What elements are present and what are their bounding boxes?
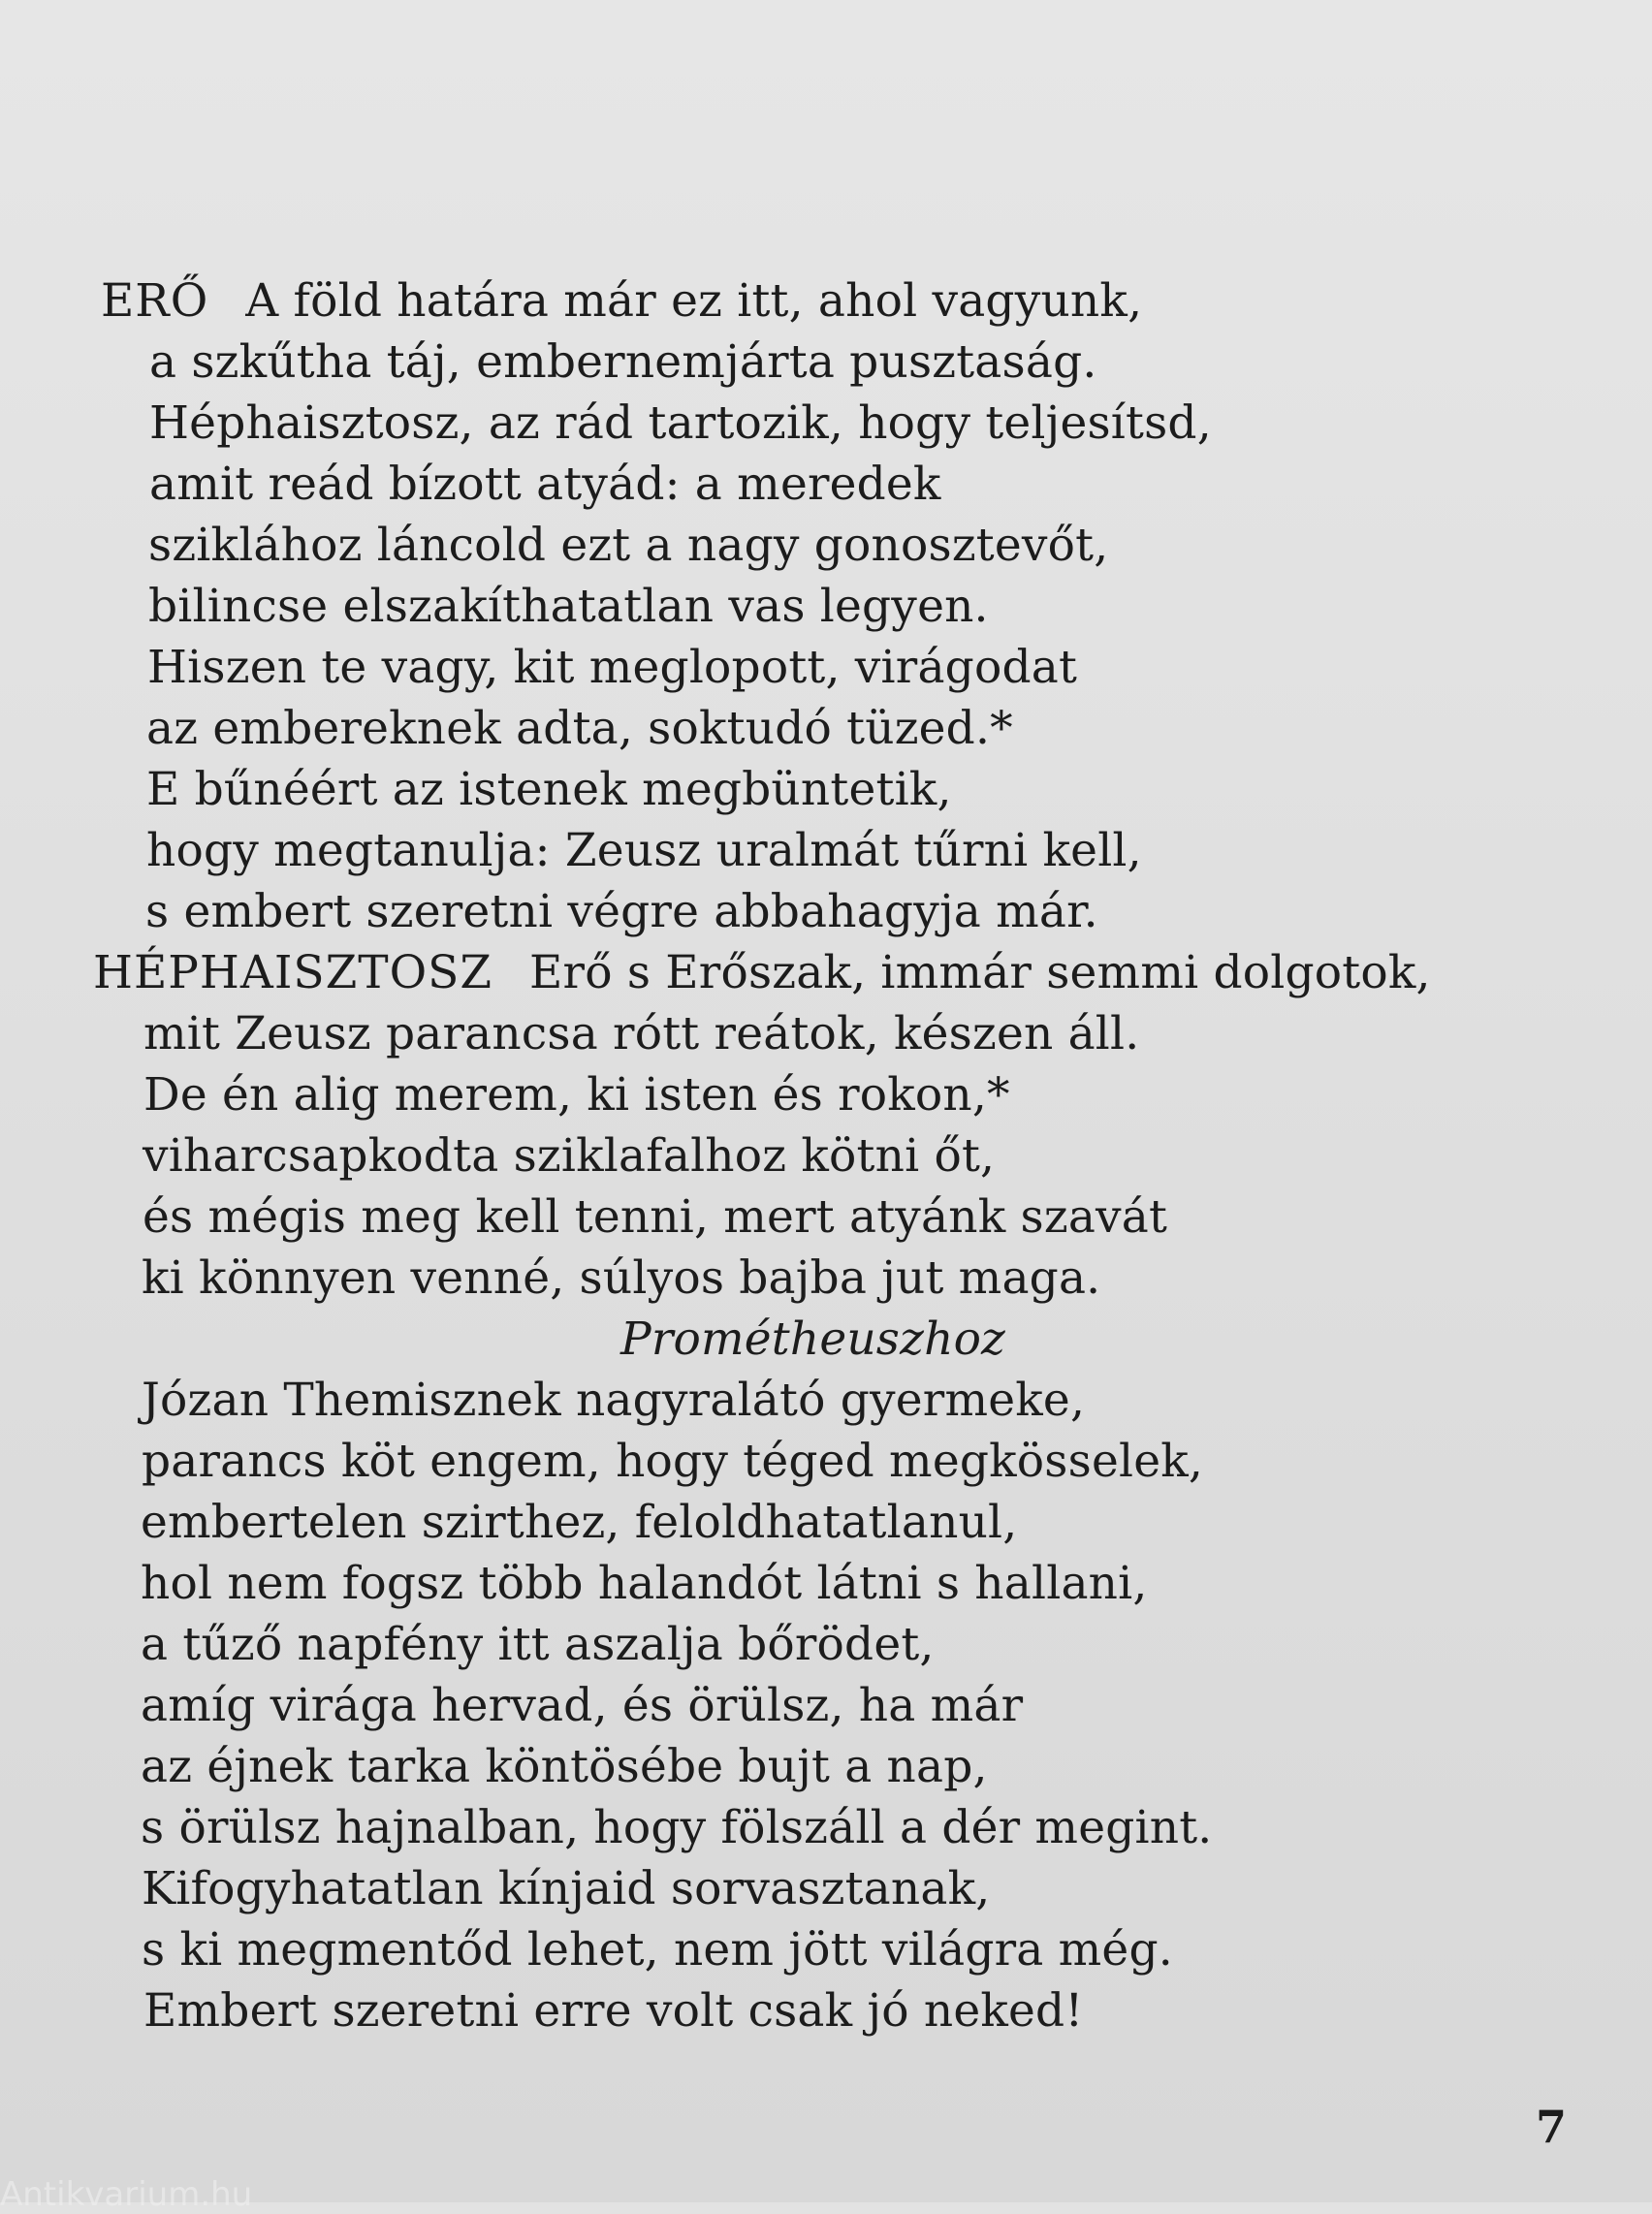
verse-line: bilincse elszakíthatatlan vas legyen. [148,580,989,633]
verse-line: hogy megtanulja: Zeusz uralmát tűrni kell, [146,824,1142,877]
speaker-name: HÉPHAISZTOSZ [93,946,493,999]
verse-line: s embert szeretni végre abbahagyja már. [145,885,1098,938]
verse-line: az embereknek adta, soktudó tüzed.* [146,702,1013,755]
verse-line: ki könnyen venné, súlyos bajba jut maga. [142,1251,1101,1305]
verse-line: Kifogyhatatlan kínjaid sorvasztanak, [142,1862,991,1915]
verse-line: és mégis meg kell tenni, mert atyánk szavát [143,1190,1168,1244]
verse-line: az éjnek tarka köntösébe bujt a nap, [141,1740,988,1793]
verse-line: hol nem fogsz több halandót látni s hallani, [141,1557,1148,1610]
verse-line: a szkűtha táj, embernemjárta pusztaság. [149,335,1097,389]
verse-line: s örülsz hajnalban, hogy fölszáll a dér megint. [141,1801,1213,1854]
line-text: A föld határa már ez itt, ahol vagyunk, [245,274,1143,328]
watermark-logo: Antikvarium.hu [0,2175,253,2214]
verse-line: Embert szeretni erre volt csak jó neked! [143,1984,1084,2038]
speaker-name: ERŐ [101,274,209,328]
verse-line [101,271,1142,332]
verse-line: parancs köt engem, hogy téged megkösselek, [142,1435,1204,1488]
verse-line: Józan Themisznek nagyralátó gyermeke, [142,1374,1086,1427]
verse-line: s ki megmentőd lehet, nem jött világra még. [142,1923,1173,1977]
line-text: Erő s Erőszak, immár semmi dolgotok, [529,946,1431,999]
verse-line: De én alig merem, ki isten és rokon,* [143,1068,1010,1122]
verse-line: mit Zeusz parancsa rótt reátok, készen áll. [143,1007,1140,1060]
stage-direction: Prométheuszhoz [620,1313,1006,1366]
verse-line: amit reád bízott atyád: a meredek [149,458,941,511]
verse-line: E bűnéért az istenek megbüntetik, [146,763,952,816]
verse-line: viharcsapkodta sziklafalhoz kötni őt, [143,1129,996,1183]
verse-line: embertelen szirthez, feloldhatatlanul, [141,1496,1018,1549]
verse-line: Héphaisztosz, az rád tartozik, hogy teljesítsd, [149,396,1212,450]
verse-line: Hiszen te vagy, kit meglopott, virágodat [147,641,1078,694]
verse-line [93,943,1431,1003]
verse-line: sziklához láncold ezt a nagy gonosztevőt, [148,519,1109,572]
verse-line: amíg virága hervad, és örülsz, ha már [141,1679,1024,1732]
page-number: 7 [1536,2101,1568,2153]
verse-line: a tűző napfény itt aszalja bőrödet, [141,1618,935,1671]
